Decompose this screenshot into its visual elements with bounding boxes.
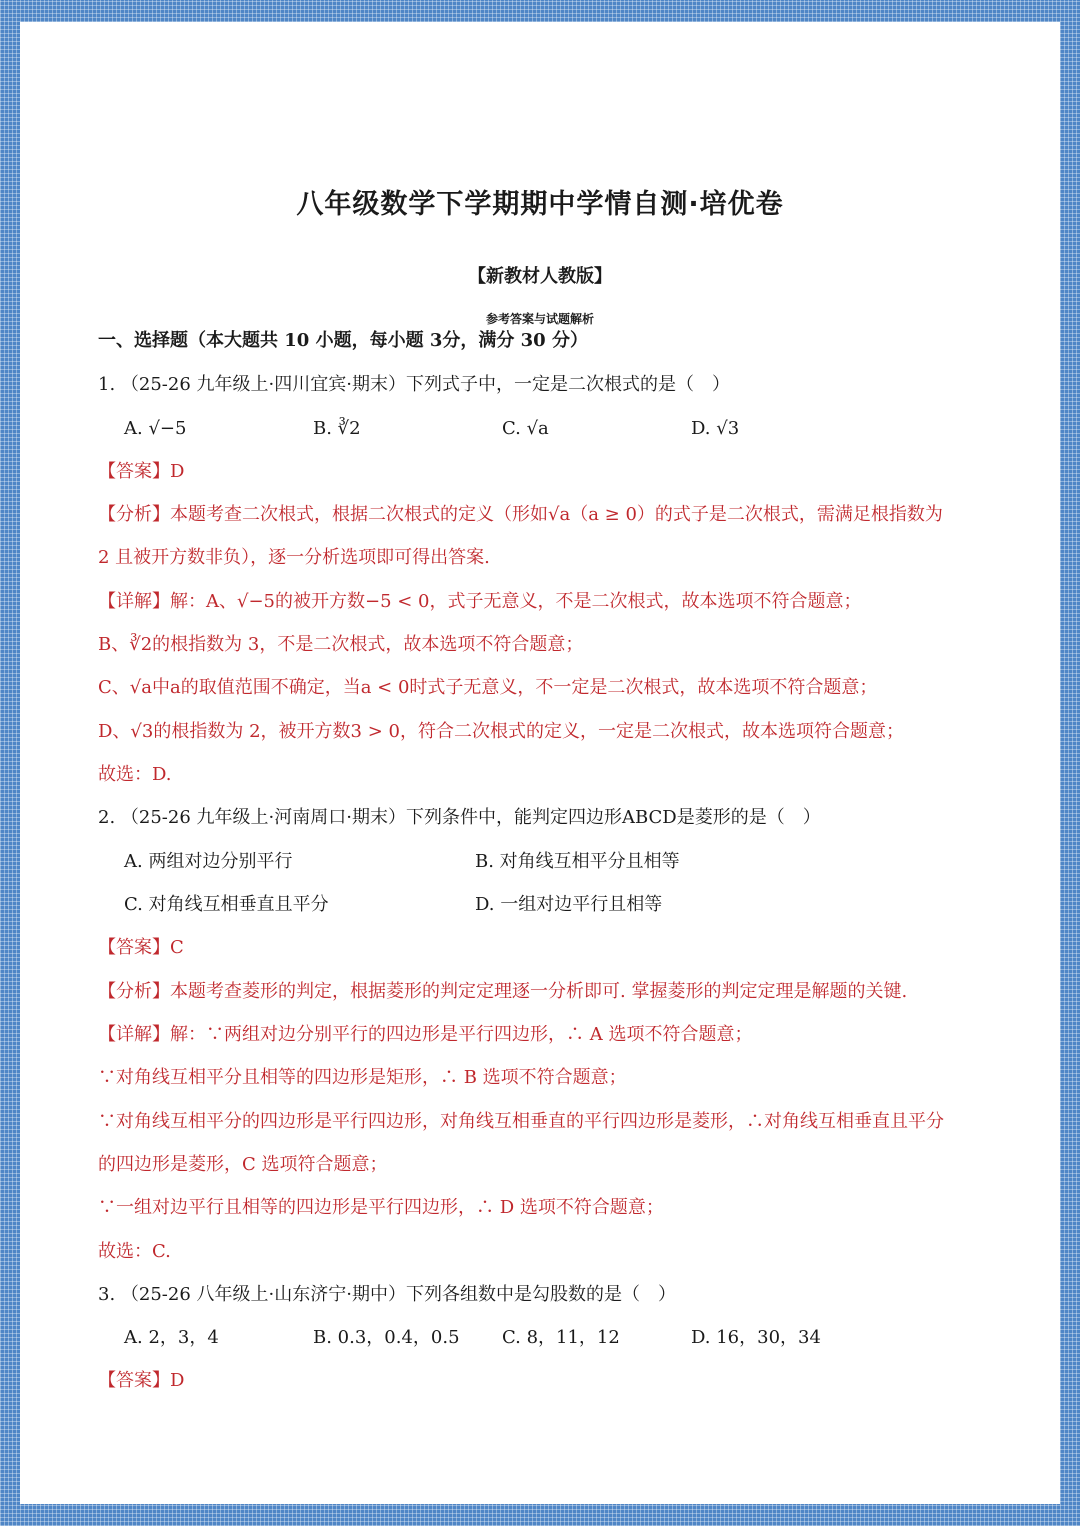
q2-detail-line-2: ∵对角线互相平分且相等的四边形是矩形，∴ B 选项不符合题意； [98, 1067, 627, 1088]
q1-detail-line-4: D、√3的根指数为 2，被开方数3 > 0，符合二次根式的定义，一定是二次根式，故本选项符合题意； [98, 721, 904, 742]
page-subtitle: 参考答案与试题解析 [485, 312, 594, 326]
q1-option-c: C. √a [502, 418, 549, 439]
document-page [20, 22, 1060, 1504]
q1-option-d: D. √3 [691, 418, 740, 439]
q1-option-a: A. √−5 [124, 418, 187, 439]
q3-option-d: D. 16，30，34 [691, 1327, 821, 1348]
q1-answer: 【答案】D [98, 461, 185, 482]
page-title: 八年级数学下学期期中学情自测·培优卷 [296, 189, 784, 220]
edition-label: 【新教材人教版】 [468, 266, 612, 287]
q1-analysis-line-1: 【分析】本题考查二次根式，根据二次根式的定义（形如√a（a ≥ 0）的式子是二次根式，需满足根指数为 [98, 504, 943, 525]
q1-detail-line-1: 【详解】解：A、√−5的被开方数−5 < 0，式子无意义，不是二次根式，故本选项不符合题意； [98, 591, 862, 612]
q2-option-b: B. 对角线互相平分且相等 [475, 851, 680, 872]
q3-option-c: C. 8，11，12 [502, 1327, 620, 1348]
question-1-stem: 1. （25-26 九年级上·四川宜宾·期末）下列式子中，一定是二次根式的是（ ） [98, 374, 730, 395]
q2-answer: 【答案】C [98, 937, 184, 958]
q1-detail-line-3: C、√a中a的取值范围不确定，当a < 0时式子无意义，不一定是二次根式，故本选项不符合题意； [98, 677, 878, 698]
q1-option-b: B. ∛2 [313, 418, 361, 439]
q3-option-b: B. 0.3，0.4，0.5 [313, 1327, 460, 1348]
q2-conclusion: 故选：C. [98, 1241, 171, 1262]
q2-detail-line-1: 【详解】解：∵两组对边分别平行的四边形是平行四边形，∴ A 选项不符合题意； [98, 1024, 753, 1045]
q2-option-a: A. 两组对边分别平行 [124, 851, 293, 872]
q2-option-d: D. 一组对边平行且相等 [475, 894, 663, 915]
q3-answer: 【答案】D [98, 1370, 185, 1391]
q1-detail-line-2: B、∛2的根指数为 3，不是二次根式，故本选项不符合题意； [98, 634, 584, 655]
question-2-stem: 2. （25-26 九年级上·河南周口·期末）下列条件中，能判定四边形ABCD是菱形的是（ ） [98, 807, 821, 828]
q1-analysis-line-2: 2 且被开方数非负），逐一分析选项即可得出答案. [98, 547, 490, 568]
q1-conclusion: 故选：D. [98, 764, 172, 785]
q2-option-c: C. 对角线互相垂直且平分 [124, 894, 329, 915]
q2-analysis: 【分析】本题考查菱形的判定，根据菱形的判定定理逐一分析即可. 掌握菱形的判定定理是解题的关键. [98, 981, 908, 1002]
question-3-stem: 3. （25-26 八年级上·山东济宁·期中）下列各组数中是勾股数的是（ ） [98, 1284, 676, 1305]
q2-detail-line-5: ∵一组对边平行且相等的四边形是平行四边形，∴ D 选项不符合题意； [98, 1197, 664, 1218]
section-heading: 一、选择题（本大题共 10 小题，每小题 3分，满分 30 分） [98, 330, 588, 351]
q2-detail-line-4: 的四边形是菱形，C 选项符合题意； [98, 1154, 388, 1175]
q2-detail-line-3: ∵对角线互相平分的四边形是平行四边形，对角线互相垂直的平行四边形是菱形，∴对角线互相垂直且平分 [98, 1111, 944, 1132]
q3-option-a: A. 2，3，4 [124, 1327, 219, 1348]
